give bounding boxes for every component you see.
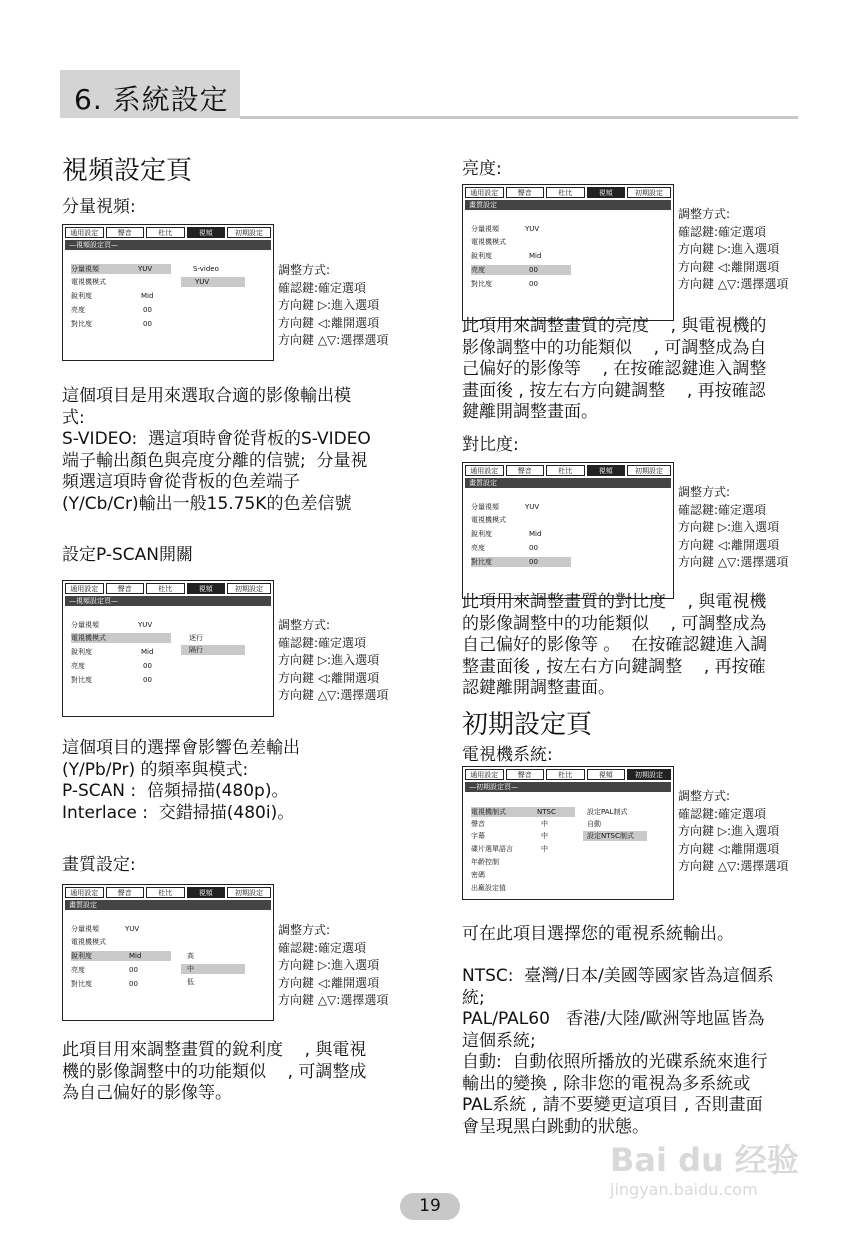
tv-system-description: NTSC: 臺灣/日本/美國等國家皆為這個系 統; PAL/PAL60 香港/大陸/歐洲等地區皆為 這個系統; 自動: 自動依照所播放的光碟系統來進行 輸出的變換 , 除非您的電視為多系統或 PAL系統 , 請不要變更這項目 , 否則畫面 會呈現黑白跳動的狀態。 [462, 966, 774, 1137]
adjust-instructions: 調整方式: 確認鍵:確定選項 方向鍵 ▷:進入選項 方向鍵 ◁:離開選項 方向鍵 △▽:選擇選項 [678, 485, 789, 569]
menu-tab: 通用設定 [465, 187, 504, 198]
component-label: 分量視頻: [62, 197, 136, 217]
menu-screenshot-pscan [62, 580, 274, 717]
adjust-instructions: 調整方式: 確認鍵:確定選項 方向鍵 ▷:進入選項 方向鍵 ◁:離開選項 方向鍵 △▽:選擇選項 [678, 789, 789, 873]
menu-row-value: YUV [138, 621, 153, 629]
menu-row-label: 分量視頻 [471, 503, 499, 511]
menu-row-value: 00 [529, 280, 538, 288]
menu-option: 高 [187, 952, 194, 960]
tv-system-intro: 可在此項目選擇您的電視系統輸出。 [462, 924, 734, 944]
menu-tab: 杜比 [146, 227, 185, 238]
menu-tab-selected: 視頻 [187, 887, 226, 898]
menu-tab: 通用設定 [65, 227, 104, 238]
menu-tab: 通用設定 [65, 583, 104, 594]
menu-tab: 聲音 [106, 887, 145, 898]
menu-option: 設定PAL制式 [587, 808, 628, 816]
menu-row-label: 亮度 [471, 544, 485, 552]
menu-row-value: 00 [143, 662, 152, 670]
menu-screenshot-quality [62, 884, 274, 1021]
menu-tab: 杜比 [146, 583, 185, 594]
menu-tabs [465, 187, 671, 198]
menu-screenshot-brightness [462, 184, 674, 321]
menu-tab-selected: 初期設定 [627, 769, 671, 780]
menu-tab: 杜比 [546, 187, 585, 198]
menu-row-value: 中 [541, 820, 548, 828]
menu-tabs [65, 583, 271, 594]
menu-row-label: 聲音 [471, 820, 485, 828]
menu-option: 中 [187, 965, 194, 973]
menu-row-label: 電視機模式 [471, 516, 506, 524]
menu-tab-selected: 視頻 [587, 465, 626, 476]
adjust-instructions: 調整方式: 確認鍵:確定選項 方向鍵 ▷:進入選項 方向鍵 ◁:離開選項 方向鍵 △▽:選擇選項 [278, 923, 389, 1007]
menu-tab: 杜比 [546, 465, 585, 476]
menu-row-label: 年齡控制 [471, 858, 499, 866]
menu-tab: 初期設定 [227, 583, 271, 594]
menu-tabs [65, 227, 271, 238]
menu-row-label: 分量視頻 [71, 925, 99, 933]
menu-row-value: Mid [529, 530, 542, 538]
video-settings-title: 視頻設定頁 [62, 156, 193, 186]
menu-tabs [65, 887, 271, 898]
menu-row-label: 電視機模式 [471, 238, 506, 246]
menu-row-value: 00 [143, 320, 152, 328]
menu-tabs [465, 465, 671, 476]
menu-row-label: 電視機模式 [71, 938, 106, 946]
menu-row-value: 中 [541, 845, 548, 853]
menu-row-value: 中 [541, 832, 548, 840]
menu-row-value: 00 [143, 306, 152, 314]
menu-row-label: 亮度 [71, 966, 85, 974]
menu-row-label: 對比度 [71, 676, 92, 684]
brightness-label: 亮度: [462, 159, 502, 179]
menu-row-value: Mid [129, 952, 142, 960]
menu-row-label: 分量視頻 [71, 621, 99, 629]
menu-row-value: Mid [529, 252, 542, 260]
menu-option: 自動 [587, 820, 601, 828]
menu-tab: 聲音 [506, 769, 545, 780]
adjust-instructions: 調整方式: 確認鍵:確定選項 方向鍵 ▷:進入選項 方向鍵 ◁:離開選項 方向鍵 △▽:選擇選項 [278, 263, 389, 347]
menu-row-label: 分量視頻 [471, 225, 499, 233]
quality-label: 畫質設定: [62, 855, 136, 875]
menu-row-label: 密碼 [471, 871, 485, 879]
menu-row-label: 對比度 [471, 280, 492, 288]
menu-row-label: 對比度 [71, 320, 92, 328]
menu-tab: 聲音 [106, 583, 145, 594]
menu-screenshot-initial [462, 766, 674, 900]
menu-option: 低 [187, 978, 194, 986]
menu-option: 隔行 [189, 646, 203, 654]
menu-tabs [465, 769, 671, 780]
menu-tab: 初期設定 [227, 227, 271, 238]
menu-tab-selected: 視頻 [187, 583, 226, 594]
header-rule [240, 116, 798, 119]
menu-option: S-video [193, 265, 219, 273]
menu-band: —視頻設定頁— [65, 240, 271, 250]
page-number: 19 [419, 1196, 441, 1216]
menu-band: 畫質設定 [465, 200, 671, 210]
menu-tab: 聲音 [506, 187, 545, 198]
menu-tab: 視頻 [587, 769, 626, 780]
menu-row-value: YUV [525, 503, 540, 511]
menu-tab: 通用設定 [465, 465, 504, 476]
menu-band: —視頻設定頁— [65, 596, 271, 606]
menu-band: 畫質設定 [65, 900, 271, 910]
watermark-url: jingyan.baidu.com [610, 1180, 758, 1199]
pscan-description: 這個項目的選擇會影響色差輸出 (Y/Pb/Pr) 的頻率與模式: P-SCAN : 倍頻掃描(480p)。 Interlace : 交錯掃描(480i)。 [62, 738, 300, 823]
menu-row-value: Mid [141, 292, 154, 300]
menu-row-label: 亮度 [471, 266, 485, 274]
menu-row-label: 電視機制式 [471, 808, 506, 816]
menu-row-label: 字幕 [471, 832, 485, 840]
adjust-instructions: 調整方式: 確認鍵:確定選項 方向鍵 ▷:進入選項 方向鍵 ◁:離開選項 方向鍵 △▽:選擇選項 [278, 618, 389, 702]
initial-settings-title: 初期設定頁 [462, 710, 593, 740]
adjust-instructions: 調整方式: 確認鍵:確定選項 方向鍵 ▷:進入選項 方向鍵 ◁:離開選項 方向鍵 △▽:選擇選項 [678, 207, 789, 291]
menu-tab: 杜比 [546, 769, 585, 780]
menu-tab: 通用設定 [65, 887, 104, 898]
menu-row-label: 出廠設定值 [471, 884, 506, 892]
menu-option: YUV [195, 278, 210, 286]
tv-system-label: 電視機系統: [462, 745, 553, 765]
menu-tab: 杜比 [146, 887, 185, 898]
menu-row-label: 亮度 [71, 306, 85, 314]
menu-row-value: Mid [141, 648, 154, 656]
menu-row-value: 00 [129, 980, 138, 988]
quality-description: 此項目用來調整畫質的銳利度 , 與電視 機的影像調整中的功能類似 , 可調整成 為自己偏好的影像等。 [62, 1040, 367, 1103]
menu-band: —初期設定頁— [465, 782, 671, 792]
menu-tab-selected: 視頻 [187, 227, 226, 238]
menu-option-highlight [181, 277, 245, 287]
menu-row-label: 電視機模式 [71, 634, 106, 642]
menu-row-label: 銳利度 [471, 530, 492, 538]
menu-row-label: 對比度 [71, 980, 92, 988]
watermark-logo: Bai du 经验 [610, 1141, 799, 1179]
pscan-label: 設定P-SCAN開關 [62, 545, 194, 565]
menu-tab: 通用設定 [465, 769, 504, 780]
menu-row-value: YUV [138, 265, 153, 273]
menu-row-label: 亮度 [71, 662, 85, 670]
menu-row-label: 分量視頻 [71, 265, 99, 273]
menu-highlight [471, 265, 571, 275]
menu-row-label: 銳利度 [71, 648, 92, 656]
page-title: 6. 系統設定 [74, 83, 229, 116]
menu-tab: 聲音 [106, 227, 145, 238]
menu-option: 逐行 [189, 634, 203, 642]
menu-row-label: 銳利度 [71, 292, 92, 300]
menu-band: 畫質設定 [465, 478, 671, 488]
menu-tab-selected: 視頻 [587, 187, 626, 198]
menu-row-value: 00 [143, 676, 152, 684]
component-description: 這個項目是用來選取合適的影像輸出模 式: S-VIDEO: 選這項時會從背板的S-VIDEO 端子輸出顏色與亮度分離的信號; 分量視 頻選這項時會從背板的色差端子 (Y/Cb/Cr)輸出一般15.75K的色差信號 [62, 386, 371, 514]
menu-row-value: 00 [529, 544, 538, 552]
menu-row-value: YUV [125, 925, 140, 933]
menu-tab: 聲音 [506, 465, 545, 476]
menu-screenshot-contrast [462, 462, 674, 599]
brightness-description: 此項用來調整畫質的亮度 , 與電視機的 影像調整中的功能類似 , 可調整成為自 己偏好的影像等 , 在按確認鍵進入調整 畫面後 , 按左右方向鍵調整 , 再按確認 鍵離開調整畫面。 [462, 316, 767, 422]
contrast-label: 對比度: [462, 435, 519, 455]
menu-row-value: 00 [129, 966, 138, 974]
menu-tab: 初期設定 [627, 465, 671, 476]
menu-row-label: 銳利度 [471, 252, 492, 260]
menu-tab: 初期設定 [227, 887, 271, 898]
menu-row-label: 對比度 [471, 558, 492, 566]
menu-row-label: 電視機模式 [71, 278, 106, 286]
menu-row-value: 00 [529, 266, 538, 274]
menu-row-value: YUV [525, 225, 540, 233]
menu-row-value: 00 [529, 558, 538, 566]
menu-screenshot-component [62, 224, 274, 361]
menu-row-label: 碟片選單語言 [471, 845, 513, 853]
menu-tab: 初期設定 [627, 187, 671, 198]
contrast-description: 此項用來調整畫質的對比度 , 與電視機 的影像調整中的功能類似 , 可調整成為 自己偏好的影像等 。 在按確認鍵進入調 整畫面後 , 按左右方向鍵調整 , 再按確 認鍵離開調整畫面。 [462, 592, 768, 698]
menu-option: 設定NTSC制式 [587, 832, 634, 840]
menu-row-label: 銳利度 [71, 952, 92, 960]
menu-row-value: NTSC [537, 808, 556, 816]
